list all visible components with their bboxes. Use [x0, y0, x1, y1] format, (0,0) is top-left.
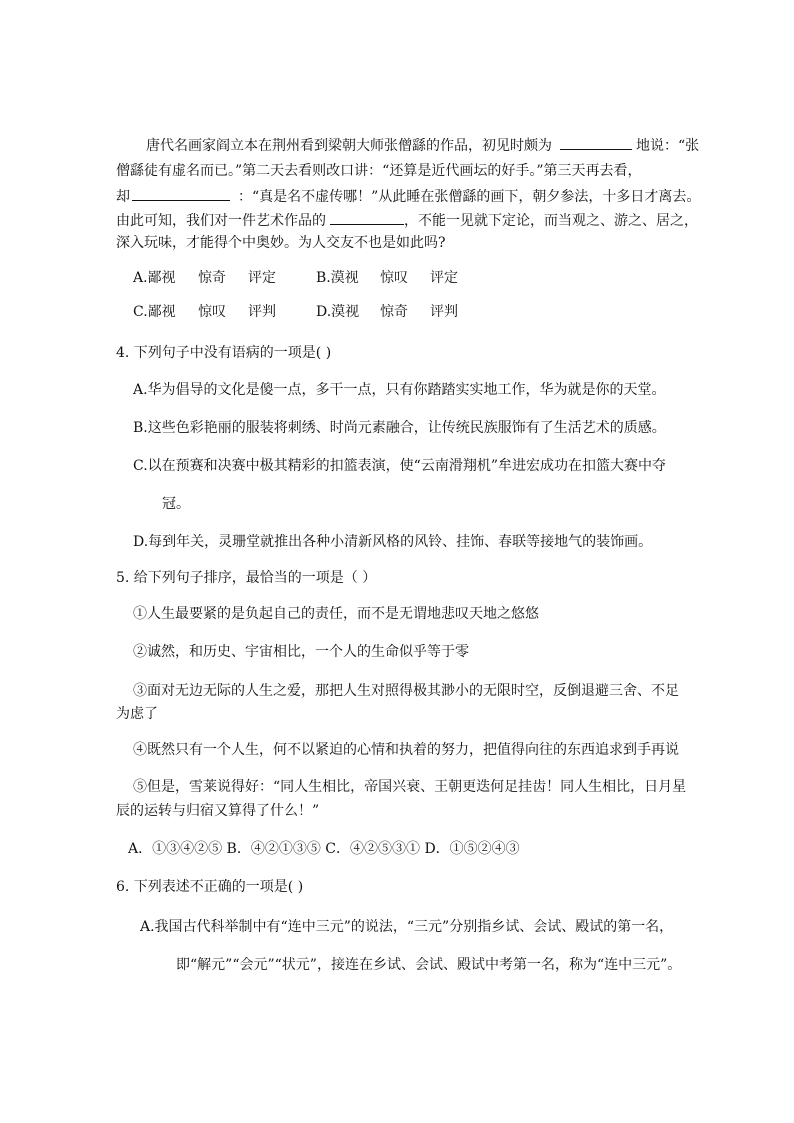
question-5-stem: 5. 给下列句子排序，最恰当的一项是（ ） — [116, 570, 377, 586]
question-6-option-a[interactable]: A.我国古代科举制中有“连中三元”的说法，“三元”分别指乡试、会试、殿试的第一名， — [140, 919, 674, 935]
question-4-stem: 4. 下列句子中没有语病的一项是( ) — [116, 345, 332, 361]
option-a-word-2: 惊奇 — [198, 270, 226, 286]
question-6-option-a-cont: 即“解元”“会元”“状元”，接连在乡试、会试、殿试中考第一名，称为“连中三元”。 — [176, 957, 682, 973]
option-d-word-1[interactable]: D.漠视 — [316, 304, 360, 320]
question-4-option-c[interactable]: C.以在预赛和决赛中极其精彩的扣篮表演，使“云南滑翔机”牟进宏成功在扣篮大赛中夺 — [133, 458, 666, 474]
sentence-2: ②诚然，和历史、宇宙相比，一个人的生命似乎等于零 — [133, 644, 469, 660]
option-d-word-3: 评判 — [430, 304, 458, 320]
passage-line-1 — [146, 135, 699, 156]
sentence-4: ④既然只有一个人生，何不以紧迫的心情和执着的努力，把值得向往的东西追求到手再说 — [133, 742, 679, 758]
option-b-word-1[interactable]: B.漠视 — [316, 270, 359, 286]
sentence-1: ①人生最要紧的是负起自己的责任，而不是无谓地悲叹天地之悠悠 — [133, 606, 539, 622]
passage-text: 地说：“张 — [636, 138, 700, 154]
passage-text: 唐代名画家阎立本在荆州看到梁朝大师张僧繇的作品，初见时颇为 — [146, 138, 552, 154]
sentence-5-cont: 辰的运转与归宿又算得了什么！” — [116, 803, 320, 819]
option-c-word-3: 评判 — [248, 304, 276, 320]
question-6-stem: 6. 下列表述不正确的一项是( ) — [116, 879, 304, 895]
passage-text: ，不能一见就下定论，而当观之、游之、居之， — [404, 213, 698, 229]
passage-text: 由此可知，我们对一件艺术作品的 — [116, 213, 326, 229]
option-a-word-1[interactable]: A.鄙视 — [133, 270, 176, 286]
option-c-word-1[interactable]: C.鄙视 — [133, 304, 176, 320]
passage-line-2: 僧繇徒有虚名而已。”第二天去看则改口讲：“还算是近代画坛的好手。”第三天再去看， — [116, 163, 642, 179]
passage-line-5: 深入玩味，才能得个中奥妙。为人交友不也是如此吗? — [116, 235, 446, 251]
answer-blank-1[interactable] — [560, 135, 632, 150]
answer-blank-3[interactable] — [330, 210, 404, 225]
question-4-option-d[interactable]: D.每到年关，灵珊堂就推出各种小清新风格的风铃、挂饰、春联等接地气的装饰画。 — [133, 534, 653, 550]
answer-blank-2[interactable] — [132, 186, 230, 201]
passage-line-3 — [116, 186, 700, 207]
question-4-option-c-cont: 冠。 — [162, 496, 190, 512]
passage-line-4 — [116, 210, 698, 231]
option-d-word-2: 惊奇 — [380, 304, 408, 320]
option-b-word-3: 评定 — [430, 270, 458, 286]
sentence-3-cont: 为虑了 — [116, 706, 158, 722]
question-4-option-b[interactable]: B.这些色彩艳丽的服装将刺绣、时尚元素融合，让传统民族服饰有了生活艺术的质感。 — [133, 420, 666, 436]
option-c-word-2: 惊叹 — [198, 304, 226, 320]
option-a-word-3: 评定 — [248, 270, 276, 286]
passage-text: 却 — [116, 189, 130, 205]
question-4-option-a[interactable]: A.华为倡导的文化是傻一点，多干一点，只有你踏踏实实地工作，华为就是你的天堂。 — [133, 382, 666, 398]
question-5-options[interactable]: A．①③④②⑤ B．④②①③⑤ C．④②⑤③① D．①⑤②④③ — [128, 841, 520, 857]
sentence-3: ③面对无边无际的人生之爱，那把人生对照得极其渺小的无限时空，反倒退避三舍、不足 — [133, 683, 679, 699]
passage-text: ：“真是名不虚传哪！”从此睡在张僧繇的画下，朝夕参法，十多日才离去。 — [238, 189, 701, 205]
sentence-5: ⑤但是，雪莱说得好：“同人生相比，帝国兴衰、王朝更迭何足挂齿！同人生相比，日月星 — [133, 779, 687, 795]
option-b-word-2: 惊叹 — [380, 270, 408, 286]
